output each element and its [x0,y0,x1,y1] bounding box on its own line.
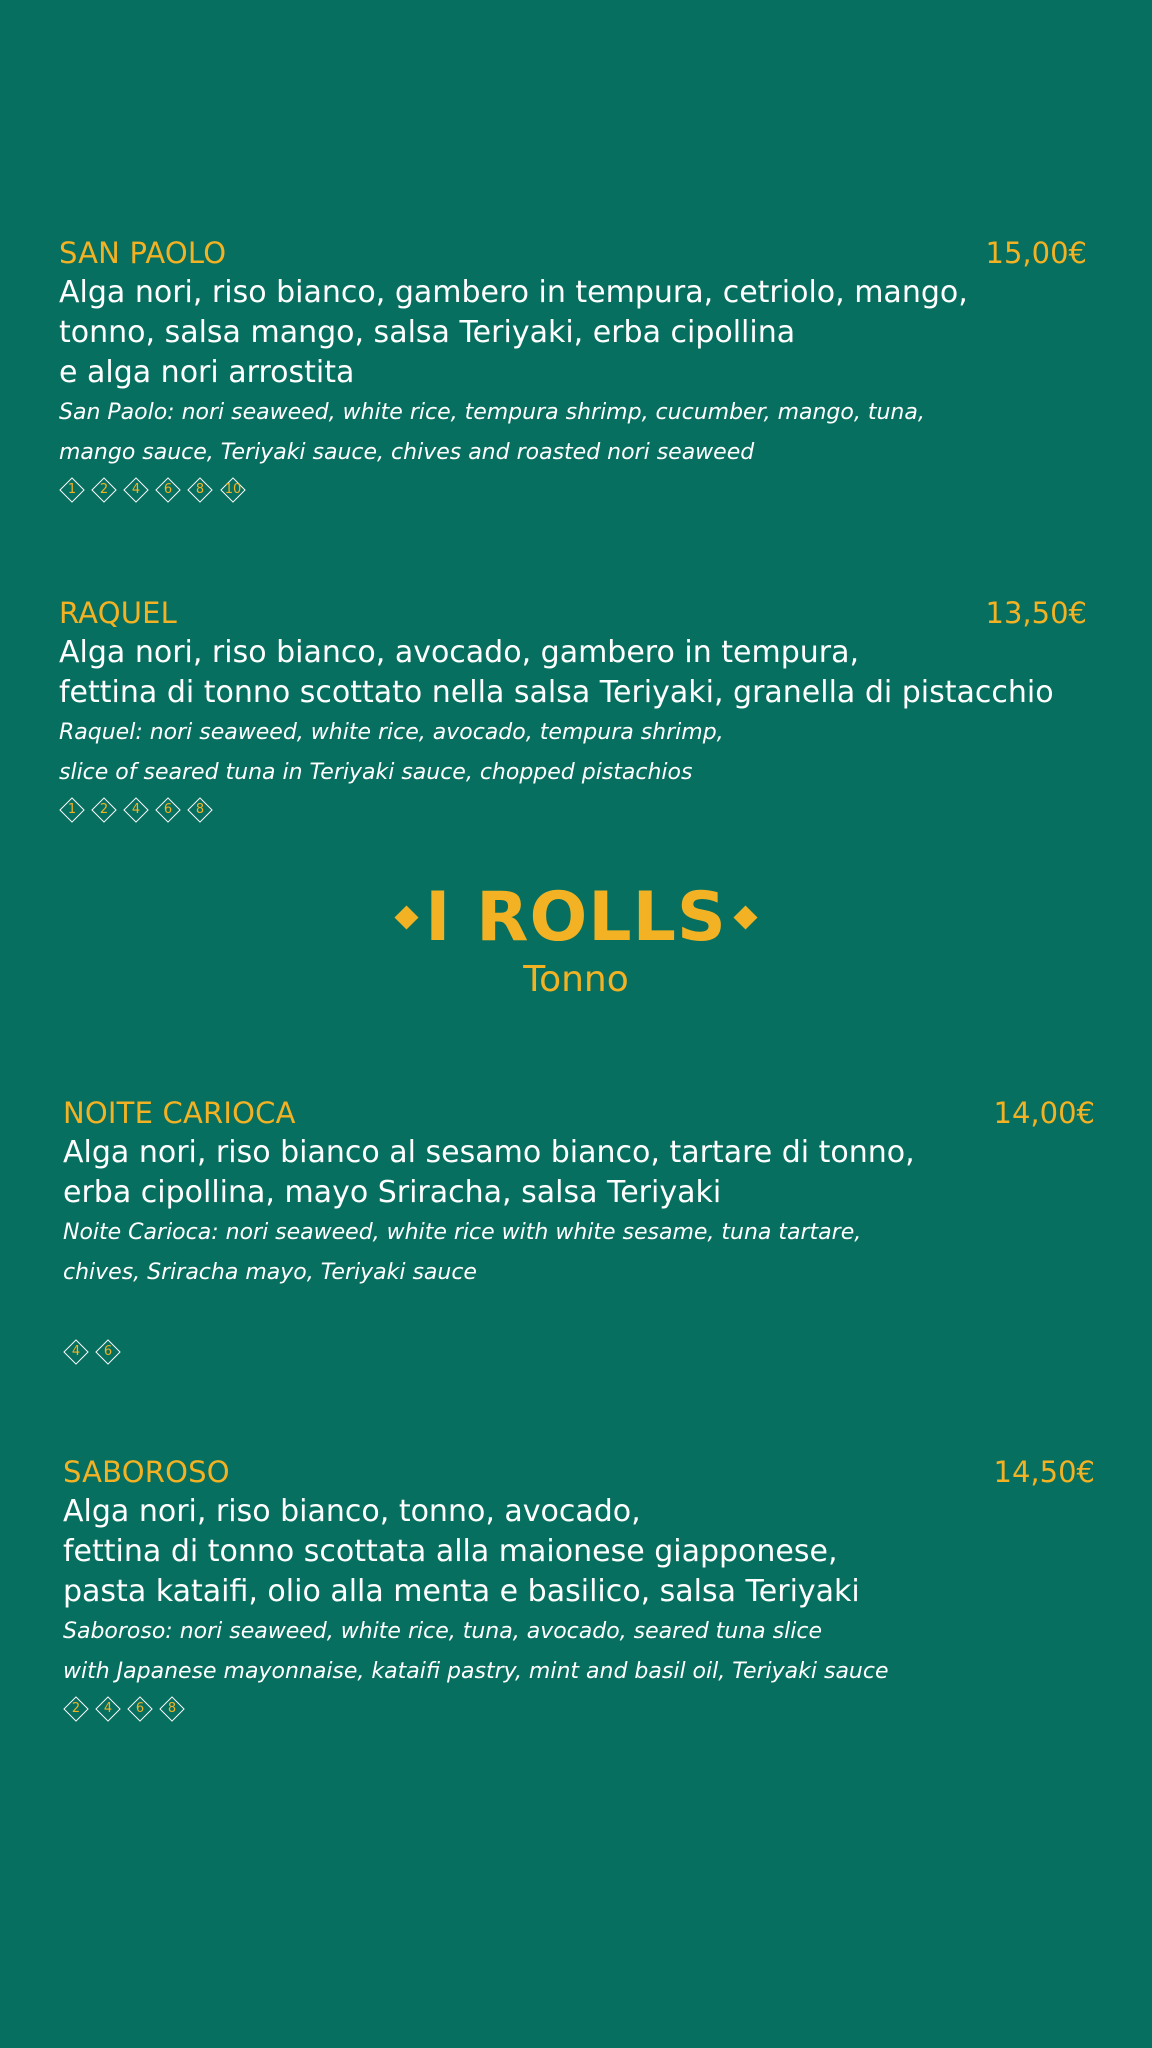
item-description-it: pasta kataifi, olio alla menta e basilico, salsa Teriyaki [63,1574,860,1609]
allergen-badge: 8 [157,1694,187,1724]
allergen-badge: 6 [93,1337,123,1367]
item-description-it: erba cipollina, mayo Sriracha, salsa Teriyaki [63,1175,722,1210]
section-subtitle: Tonno [523,959,629,1000]
item-name: RAQUEL [59,596,178,630]
item-description-it: fettina di tonno scottato nella salsa Teriyaki, granella di pistacchio [59,675,1054,710]
menu-item-noite-carioca [63,1093,1095,1367]
allergen-badge: 4 [93,1694,123,1724]
menu-item-saboroso [63,1452,1095,1724]
item-description-en: mango sauce, Teriyaki sauce, chives and roasted nori seaweed [59,440,755,465]
item-header [59,593,1087,633]
allergen-badge: 2 [61,1694,91,1724]
item-price: 15,00€ [985,236,1087,270]
item-description-en: Noite Carioca: nori seaweed, white rice with white sesame, tuna tartare, [63,1220,862,1245]
item-description-en: with Japanese mayonnaise, kataifi pastry, mint and basil oil, Teriyaki sauce [63,1659,889,1684]
item-description-en: San Paolo: nori seaweed, white rice, tempura shrimp, cucumber, mango, tuna, [59,400,925,425]
allergen-badge: 2 [89,795,119,825]
allergen-badge: 8 [185,795,215,825]
allergen-badge: 8 [185,475,215,505]
item-header [59,233,1087,273]
item-name: NOITE CARIOCA [63,1096,296,1130]
item-description-it: Alga nori, riso bianco, avocado, gambero in tempura, [59,635,860,670]
allergen-badge: 6 [125,1694,155,1724]
item-description-it: e alga nori arrostita [59,355,355,390]
allergen-badge: 6 [153,795,183,825]
allergen-badge: 4 [121,795,151,825]
item-description-en: slice of seared tuna in Teriyaki sauce, chopped pistachios [59,760,693,785]
item-description-it: Alga nori, riso bianco, tonno, avocado, [63,1494,641,1529]
allergen-list [59,475,1087,505]
allergen-badge: 4 [121,475,151,505]
item-price: 13,50€ [985,596,1087,630]
allergen-badge: 6 [153,475,183,505]
item-name: SABOROSO [63,1455,230,1489]
item-description-en: chives, Sriracha mayo, Teriyaki sauce [63,1260,477,1285]
item-description-it: fettina di tonno scottata alla maionese giapponese, [63,1534,838,1569]
allergen-list [59,795,1087,825]
section-heading [376,878,776,1002]
item-description-it: Alga nori, riso bianco al sesamo bianco, tartare di tonno, [63,1135,915,1170]
item-name: SAN PAOLO [59,236,227,270]
allergen-badge: 10 [218,475,248,505]
item-price: 14,50€ [993,1455,1095,1489]
menu-item-san-paolo [59,233,1087,505]
section-title-row [376,878,776,958]
item-description-it: tonno, salsa mango, salsa Teriyaki, erba cipollina [59,315,796,350]
allergen-list [63,1337,1095,1367]
allergen-badge: 4 [61,1337,91,1367]
allergen-badge: 2 [89,475,119,505]
menu-item-raquel [59,593,1087,825]
allergen-badge: 1 [57,475,87,505]
allergen-list [63,1694,1095,1724]
allergen-badge: 1 [57,795,87,825]
item-description-en: Raquel: nori seaweed, white rice, avocado, tempura shrimp, [59,720,724,745]
item-description-it: Alga nori, riso bianco, gambero in tempura, cetriolo, mango, [59,275,968,310]
section-title: I ROLLS [425,878,727,957]
item-description-en: Saboroso: nori seaweed, white rice, tuna, avocado, seared tuna slice [63,1619,822,1644]
item-header [63,1452,1095,1492]
item-header [63,1093,1095,1133]
item-price: 14,00€ [993,1096,1095,1130]
